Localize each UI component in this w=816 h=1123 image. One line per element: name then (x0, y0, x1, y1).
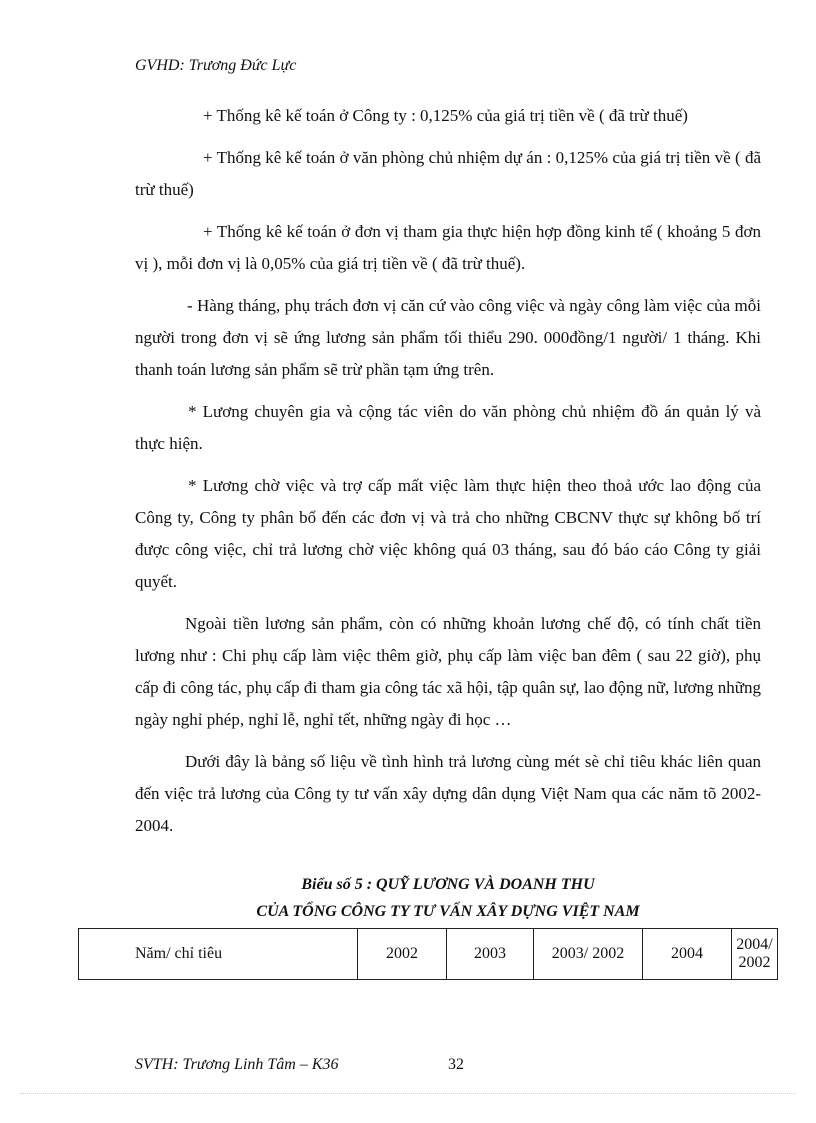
page-bottom-divider (20, 1093, 796, 1094)
page-number: 32 (448, 1056, 464, 1073)
page-header-advisor: GVHD: Trương Đức Lực (135, 57, 297, 74)
table-header-cell: Năm/ chỉ tiêu (79, 929, 358, 980)
table-caption-title: Biểu số 5 : QUỸ LƯƠNG VÀ DOANH THU (301, 876, 595, 893)
table-header-row (79, 929, 778, 980)
salary-revenue-table (78, 928, 778, 980)
footer-student: SVTH: Trương Linh Tâm – K36 (135, 1056, 339, 1073)
table-header-cell: 2003 (447, 929, 534, 980)
paragraph-accounting-project-office: + Thống kê kế toán ở văn phòng chủ nhiệm dự án : 0,125% của giá trị tiền về ( đã trừ thuế) (135, 148, 761, 199)
paragraph-waiting-salary: * Lương chờ việc và trợ cấp mất việc làm thực hiện theo thoả ước lao động của Công ty, Công ty phân bổ đến các đơn vị và trả cho những CBCNV thực sự không bố trí được công việc, chỉ trả lương chờ việc không quá 03 tháng, sau đó báo cáo Công ty giải quyết. (135, 476, 761, 591)
table-caption-subtitle: CỦA TỔNG CÔNG TY TƯ VẤN XÂY DỰNG VIỆT NAM (256, 903, 640, 920)
paragraph-accounting-units: + Thống kê kế toán ở đơn vị tham gia thực hiện hợp đồng kinh tế ( khoảng 5 đơn vị ), mỗi đơn vị là 0,05% của giá trị tiền về ( đã trừ thuế). (135, 222, 761, 273)
paragraph-table-intro: Dưới đây là bảng số liệu về tình hình trả lương cùng mét sè chỉ tiêu khác liên quan đến việc trả lương của Công ty tư vấn xây dựng dân dụng Việt Nam qua các năm tõ 2002-2004. (135, 752, 761, 835)
table-header-cell: 2003/ 2002 (534, 929, 643, 980)
body-text (135, 100, 761, 852)
paragraph-accounting-company: + Thống kê kế toán ở Công ty : 0,125% của giá trị tiền về ( đã trừ thuế) (203, 106, 688, 125)
table-header-cell: 2004 (643, 929, 732, 980)
paragraph-monthly-advance: - Hàng tháng, phụ trách đơn vị căn cứ vào công việc và ngày công làm việc của mỗi người trong đơn vị sẽ ứng lương sản phẩm tối thiểu 290. 000đồng/1 người/ 1 tháng. Khi thanh toán lương sản phẩm sẽ trừ phần tạm ứng trên. (135, 296, 761, 379)
paragraph-expert-salary: * Lương chuyên gia và cộng tác viên do văn phòng chủ nhiệm đồ án quản lý và thực hiện. (135, 402, 761, 453)
table-header-cell: 2002 (358, 929, 447, 980)
paragraph-allowances: Ngoài tiền lương sản phẩm, còn có những khoản lương chế độ, có tính chất tiền lương như : Chi phụ cấp làm việc thêm giờ, phụ cấp làm việc ban đêm ( sau 22 giờ), phụ cấp đi công tác, phụ cấp đi tham gia công tác xã hội, tập quân sự, lao động nữ, lương những ngày nghỉ phép, nghỉ lễ, nghỉ tết, những ngày đi học … (135, 614, 761, 729)
table-header-cell: 2004/ 2002 (732, 929, 778, 980)
